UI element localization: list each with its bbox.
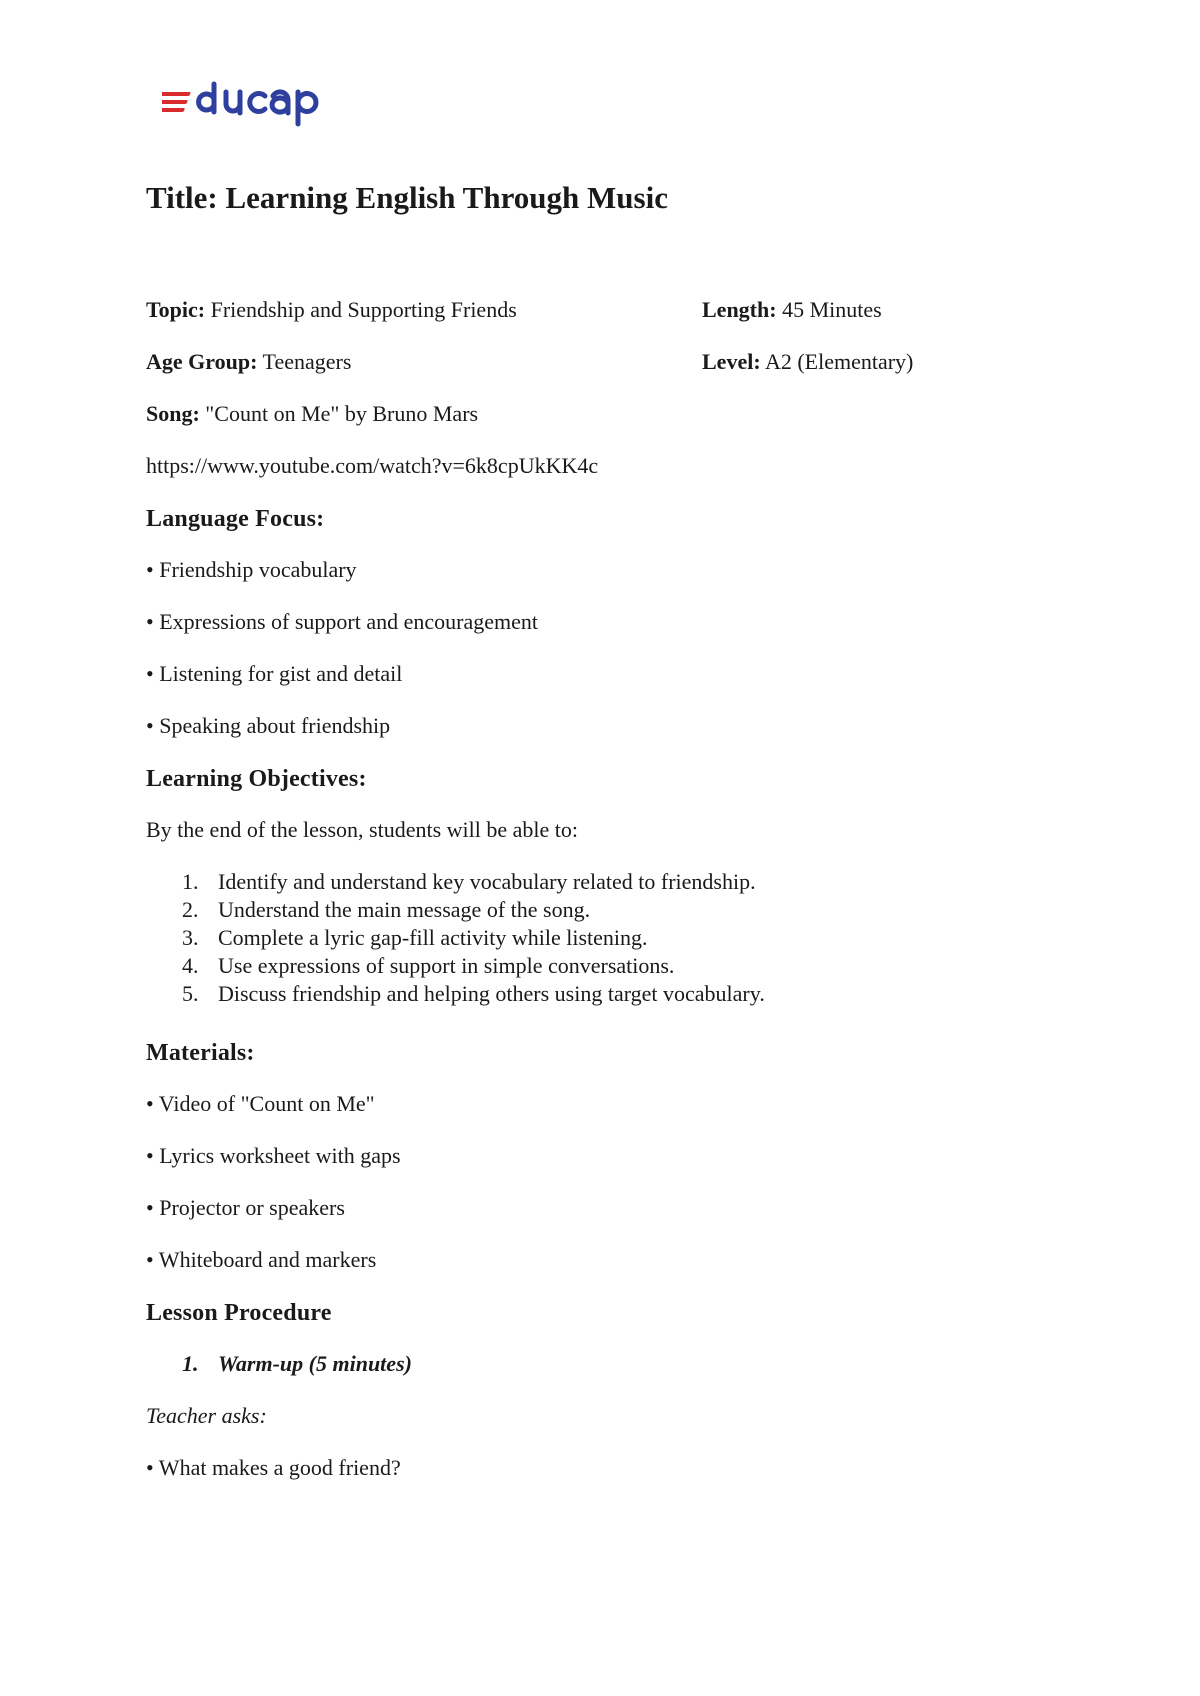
language-focus-list — [146, 556, 1106, 764]
objective-text: Understand the main message of the song. — [218, 897, 591, 922]
age-group-value: Teenagers — [257, 349, 352, 374]
language-focus-heading: Language Focus: — [146, 506, 325, 532]
objective-item — [146, 868, 1106, 896]
list-item: • Projector or speakers — [146, 1195, 345, 1220]
objective-text: Discuss friendship and helping others using target vocabulary. — [218, 981, 765, 1006]
meta-row-age-level — [146, 348, 1106, 400]
level-label: Level: — [702, 349, 761, 374]
logo-graphic — [162, 78, 342, 130]
length-value: 45 Minutes — [776, 297, 882, 322]
list-spacer — [146, 1008, 1106, 1038]
procedure-step — [146, 1350, 1106, 1402]
song-url[interactable]: https://www.youtube.com/watch?v=6k8cpUkKK4c — [146, 453, 599, 478]
topic-label: Topic: — [146, 297, 206, 322]
list-item: • Speaking about friendship — [146, 713, 391, 738]
objective-item — [146, 980, 1106, 1008]
level-value: A2 (Elementary) — [760, 349, 914, 374]
step-number: 1. — [182, 1351, 199, 1376]
learning-objectives-heading: Learning Objectives: — [146, 766, 367, 792]
objective-number: 3. — [182, 925, 199, 950]
topic-value: Friendship and Supporting Friends — [205, 297, 517, 322]
materials-list — [146, 1090, 1106, 1298]
meta-row-topic-length — [146, 296, 1106, 348]
list-item: • Friendship vocabulary — [146, 557, 357, 582]
objective-number: 4. — [182, 953, 199, 978]
age-group-label: Age Group: — [146, 349, 258, 374]
list-item: • Expressions of support and encouragement — [146, 609, 538, 634]
song-field — [146, 400, 1106, 452]
list-item: • Listening for gist and detail — [146, 661, 403, 686]
song-value: "Count on Me" by Bruno Mars — [199, 401, 479, 426]
objective-text: Use expressions of support in simple conversations. — [218, 953, 675, 978]
warmup-question: • What makes a good friend? — [146, 1455, 401, 1480]
level-field — [702, 348, 913, 376]
length-field — [702, 296, 882, 324]
educap-logo — [162, 78, 342, 130]
materials-heading: Materials: — [146, 1040, 255, 1066]
song-label: Song: — [146, 401, 200, 426]
length-label: Length: — [702, 297, 777, 322]
objective-text: Identify and understand key vocabulary related to friendship. — [218, 869, 756, 894]
objective-number: 5. — [182, 981, 199, 1006]
lesson-procedure-heading: Lesson Procedure — [146, 1300, 332, 1326]
document-body — [146, 178, 1106, 1506]
objectives-intro: By the end of the lesson, students will be able to: — [146, 817, 578, 842]
objective-text: Complete a lyric gap-fill activity while listening. — [218, 925, 648, 950]
teacher-asks-label: Teacher asks: — [146, 1403, 267, 1428]
lesson-meta — [146, 296, 1106, 504]
list-item: • Video of "Count on Me" — [146, 1091, 375, 1116]
objective-number: 2. — [182, 897, 199, 922]
step-title: Warm-up (5 minutes) — [218, 1351, 412, 1376]
objective-item — [146, 952, 1106, 980]
document-title: Title: Learning English Through Music — [146, 180, 668, 215]
objectives-list — [146, 868, 1106, 1008]
topic-field — [146, 296, 517, 324]
list-item: • Whiteboard and markers — [146, 1247, 377, 1272]
objective-number: 1. — [182, 869, 199, 894]
list-item: • Lyrics worksheet with gaps — [146, 1143, 401, 1168]
objective-item — [146, 896, 1106, 924]
age-group-field — [146, 348, 351, 376]
objective-item — [146, 924, 1106, 952]
